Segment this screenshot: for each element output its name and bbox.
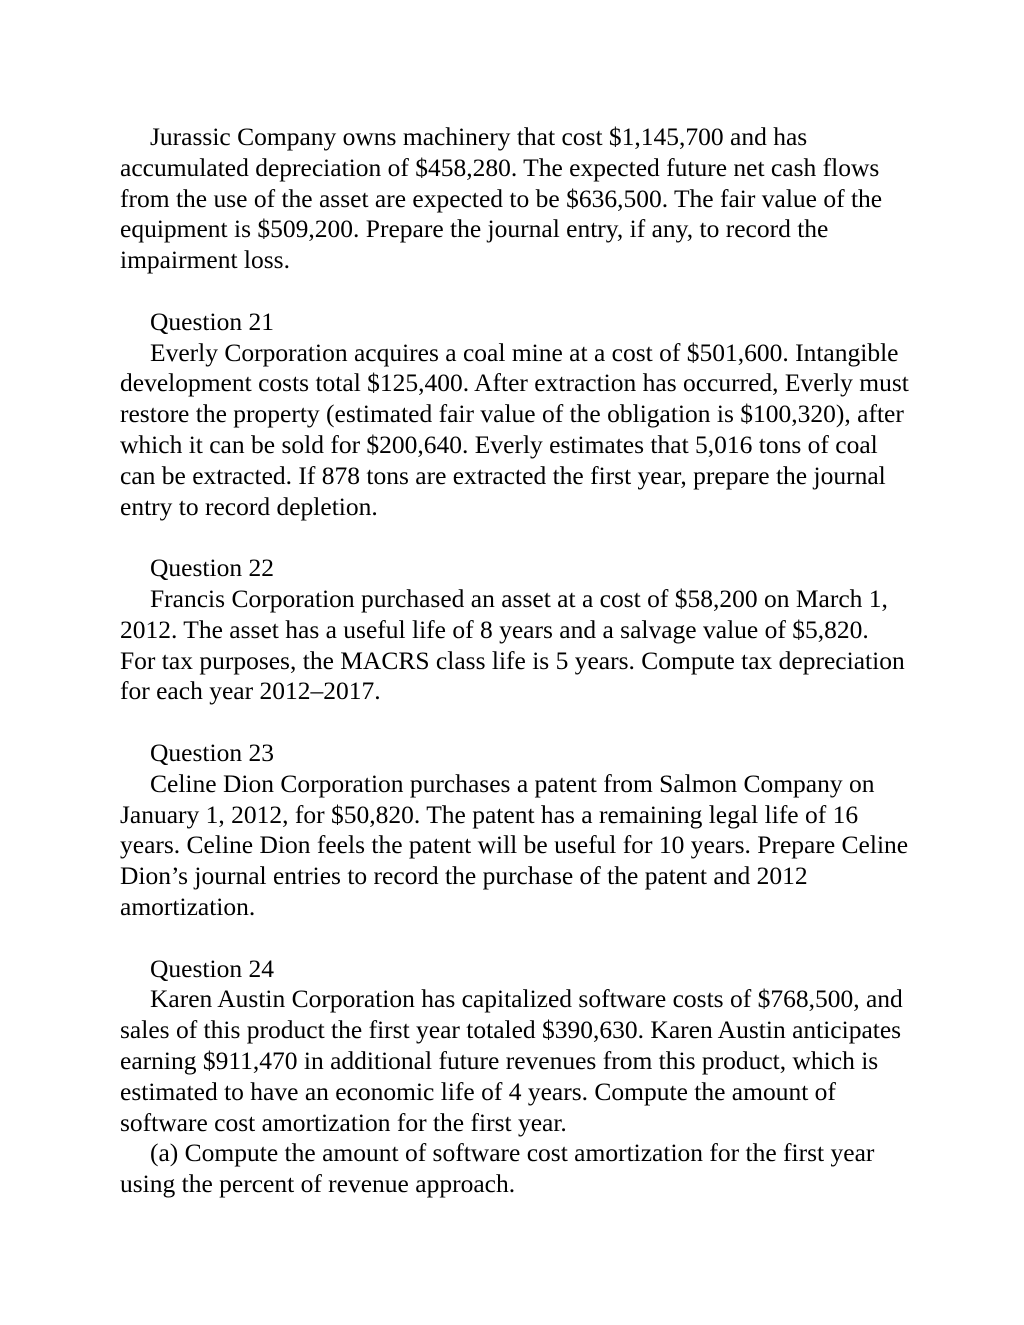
question-24-subpart-a: (a) Compute the amount of software cost amortization for the first year using the percent of revenue approach. xyxy=(120,1138,875,1199)
paragraph-spacer xyxy=(120,923,910,954)
question-21-heading: Question 21 xyxy=(150,306,274,336)
paragraph-spacer xyxy=(120,522,910,553)
question-22-body: Francis Corporation purchased an asset at a cost of $58,200 on March 1, 2012. The asset has a useful life of 8 years and a salvage value of $5,820. For tax purposes, the MACRS class life is 5 years. Compute tax depreciation for each year 2012–2017. xyxy=(120,583,905,706)
question-21-body: Everly Corporation acquires a coal mine at a cost of $501,600. Intangible development costs total $125,400. After extraction has occurred, Everly must restore the property (estimated fair value of the obligation is $100,320), after which it can be sold for $200,640. Everly estimates that 5,016 tons of coal can be extracted. If 878 tons are extracted the first year, prepare the journal entry to record depletion. xyxy=(120,337,909,521)
intro-paragraph: Jurassic Company owns machinery that cost $1,145,700 and has accumulated depreciation of $458,280. The expected future net cash flows from the use of the asset are expected to be $636,500. The fair value of the equipment is $509,200. Prepare the journal entry, if any, to record the impairment loss. xyxy=(120,122,883,275)
document-page xyxy=(120,122,910,1200)
question-23-heading: Question 23 xyxy=(150,737,274,767)
question-24-body: Karen Austin Corporation has capitalized software costs of $768,500, and sales of this product the first year totaled $390,630. Karen Austin anticipates earning $911,470 in additional future revenues from this product, which is estimated to have an economic life of 4 years. Compute the amount of software cost amortization for the first year. xyxy=(120,984,903,1137)
paragraph-spacer xyxy=(120,707,910,738)
question-24-heading: Question 24 xyxy=(150,953,274,983)
question-23-body: Celine Dion Corporation purchases a patent from Salmon Company on January 1, 2012, for $50,820. The patent has a remaining legal life of 16 years. Celine Dion feels the patent will be useful for 10 years. Prepare Celine Dion’s journal entries to record the purchase of the patent and 2012 amortization. xyxy=(120,768,909,921)
question-22-heading: Question 22 xyxy=(150,553,274,583)
paragraph-spacer xyxy=(120,276,910,307)
